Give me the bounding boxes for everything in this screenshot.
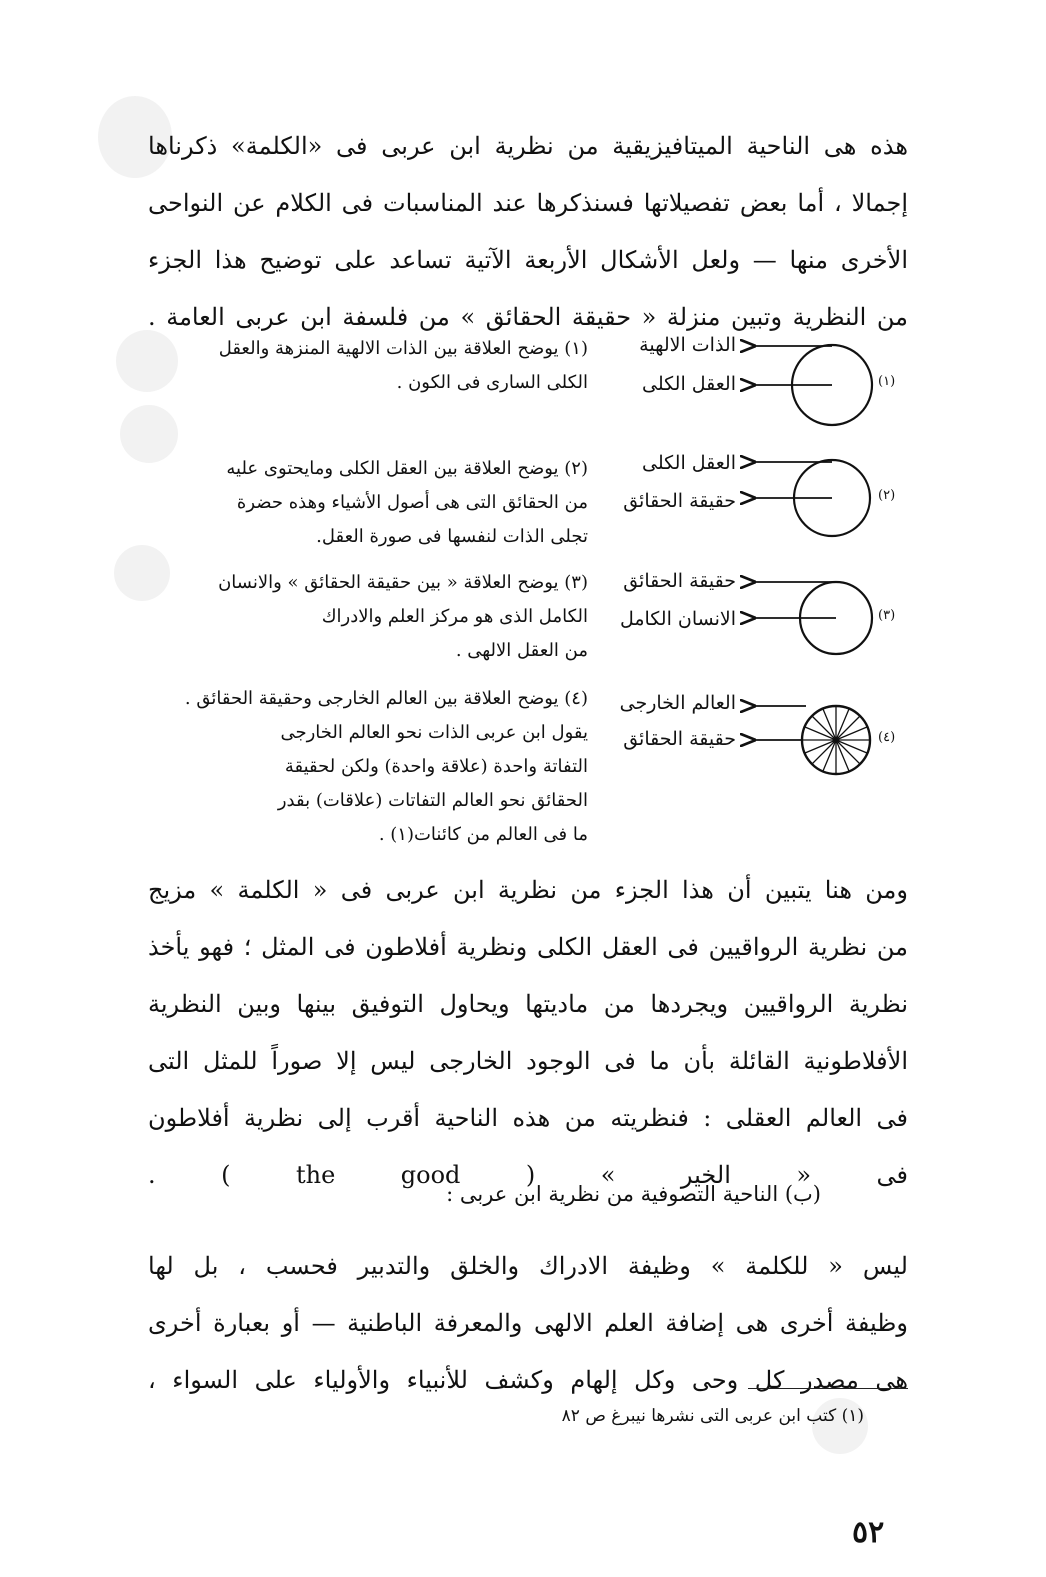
figure-label: الانسان الكامل xyxy=(619,608,736,630)
figure-number: (٤) xyxy=(878,730,896,745)
text-line: الكلى السارى فى الكون . xyxy=(396,372,588,393)
text-line: الأخرى منها — ولعل الأشكال الأربعة الآتية تساعد على توضيح هذا الجزء xyxy=(148,246,908,274)
text-line: (٤) يوضح العلاقة بين العالم الخارجى وحقيقة الحقائق . xyxy=(184,688,588,709)
text-line: إجمالا ، أما بعض تفصيلاتها فسنذكرها عند المناسبات فى الكلام عن النواحى xyxy=(148,189,908,217)
figure-label: الذات الالهية xyxy=(639,334,736,356)
figure-label: حقيقة الحقائق xyxy=(623,490,736,512)
text-line: (٢) يوضح العلاقة بين العقل الكلى ومايحتوى عليه xyxy=(226,458,588,479)
text-line: ما فى العالم من كائنات(١) . xyxy=(378,824,588,845)
text-line: ومن هنا يتبين أن هذا الجزء من نظرية ابن عربى فى « الكلمة » مزيج xyxy=(148,876,908,904)
circle-diagram-2 xyxy=(740,452,880,552)
text-line: (١) يوضح العلاقة بين الذات الالهية المنزهة والعقل xyxy=(218,338,588,359)
text-line: الأفلاطونية القائلة بأن ما فى الوجود الخارجى ليس إلا صوراً للمثل التى xyxy=(148,1047,908,1075)
figure-row-1 xyxy=(0,330,1046,450)
wheel-diagram-4 xyxy=(740,682,880,782)
figure-number: (١) xyxy=(878,374,896,389)
text-line: تجلى الذات لنفسها فى صورة العقل. xyxy=(316,526,588,547)
section-heading: (ب) الناحية التصوفية من نظرية ابن عربى : xyxy=(446,1182,821,1206)
text-line: فى العالم العقلى : فنظريته من هذه الناحية أقرب إلى نظرية أفلاطون xyxy=(148,1104,908,1132)
figure-label: العقل الكلى xyxy=(642,373,736,395)
section-paragraph xyxy=(148,1238,908,1409)
text-line: هى مصدر كل وحى وكل إلهام وكشف للأنبياء والأولياء على السواء ، xyxy=(148,1366,908,1394)
figure-number: (٢) xyxy=(878,488,896,503)
figure-description xyxy=(148,682,588,852)
circle-diagram-1 xyxy=(740,330,880,430)
text-line: الحقائق نحو العالم التفاتات (علاقات) بقدر xyxy=(277,790,588,811)
text-line: من النظرية وتبين منزلة « حقيقة الحقائق » من فلسفة ابن عربى العامة . xyxy=(148,303,908,331)
figure-label: العقل الكلى xyxy=(642,452,736,474)
text-line: هذه هى الناحية الميتافيزيقية من نظرية ابن عربى فى «الكلمة» ذكرناها xyxy=(148,132,908,160)
text-line: التفاتة واحدة (علاقة واحدة) ولكن لحقيقة xyxy=(284,756,588,777)
text-line: فى « الخير » ( the good ) . xyxy=(148,1161,908,1189)
circle-diagram-3 xyxy=(740,566,880,666)
text-line: ليس « للكلمة » وظيفة الادراك والخلق والتدبير فحسب ، بل لها xyxy=(148,1252,908,1280)
figure-description xyxy=(148,332,588,400)
text-line: الكامل الذى هو مركز العلم والادراك xyxy=(321,606,588,627)
figure-description xyxy=(148,566,588,668)
text-line: من العقل الالهى . xyxy=(455,640,588,661)
text-line: (٣) يوضح العلاقة « بين حقيقة الحقائق » والانسان xyxy=(218,572,588,593)
text-line: نظرية الرواقيين ويجردها من ماديتها ويحاول التوفيق بينها وبين النظرية xyxy=(148,990,908,1018)
figure-label: حقيقة الحقائق xyxy=(623,570,736,592)
figure-label: حقيقة الحقائق xyxy=(623,728,736,750)
figure-label: العالم الخارجى xyxy=(619,692,736,714)
figure-row-3 xyxy=(0,566,1046,686)
body-paragraph xyxy=(148,862,908,1204)
wheel-spokes xyxy=(802,706,870,774)
figure-row-2 xyxy=(0,452,1046,572)
figure-description xyxy=(148,452,588,554)
page-number: ٥٢ xyxy=(852,1515,885,1550)
intro-paragraph xyxy=(148,118,908,346)
figure-number: (٣) xyxy=(878,608,896,623)
text-line: وظيفة أخرى هى إضافة العلم الالهى والمعرفة الباطنية — أو بعبارة أخرى xyxy=(148,1309,908,1337)
text-line: يقول ابن عربى الذات نحو العالم الخارجى xyxy=(280,722,588,743)
figure-row-4 xyxy=(0,682,1046,872)
footnote: (١) كتب ابن عربى التى نشرها نيبرغ ص ٨٢ xyxy=(561,1406,864,1426)
text-line: من الحقائق التى هى أصول الأشياء وهذه حضرة xyxy=(236,492,588,513)
footnote-rule xyxy=(748,1388,908,1389)
text-line: من نظرية الرواقيين فى العقل الكلى ونظرية أفلاطون فى المثل ؛ فهو يأخذ xyxy=(148,933,908,961)
